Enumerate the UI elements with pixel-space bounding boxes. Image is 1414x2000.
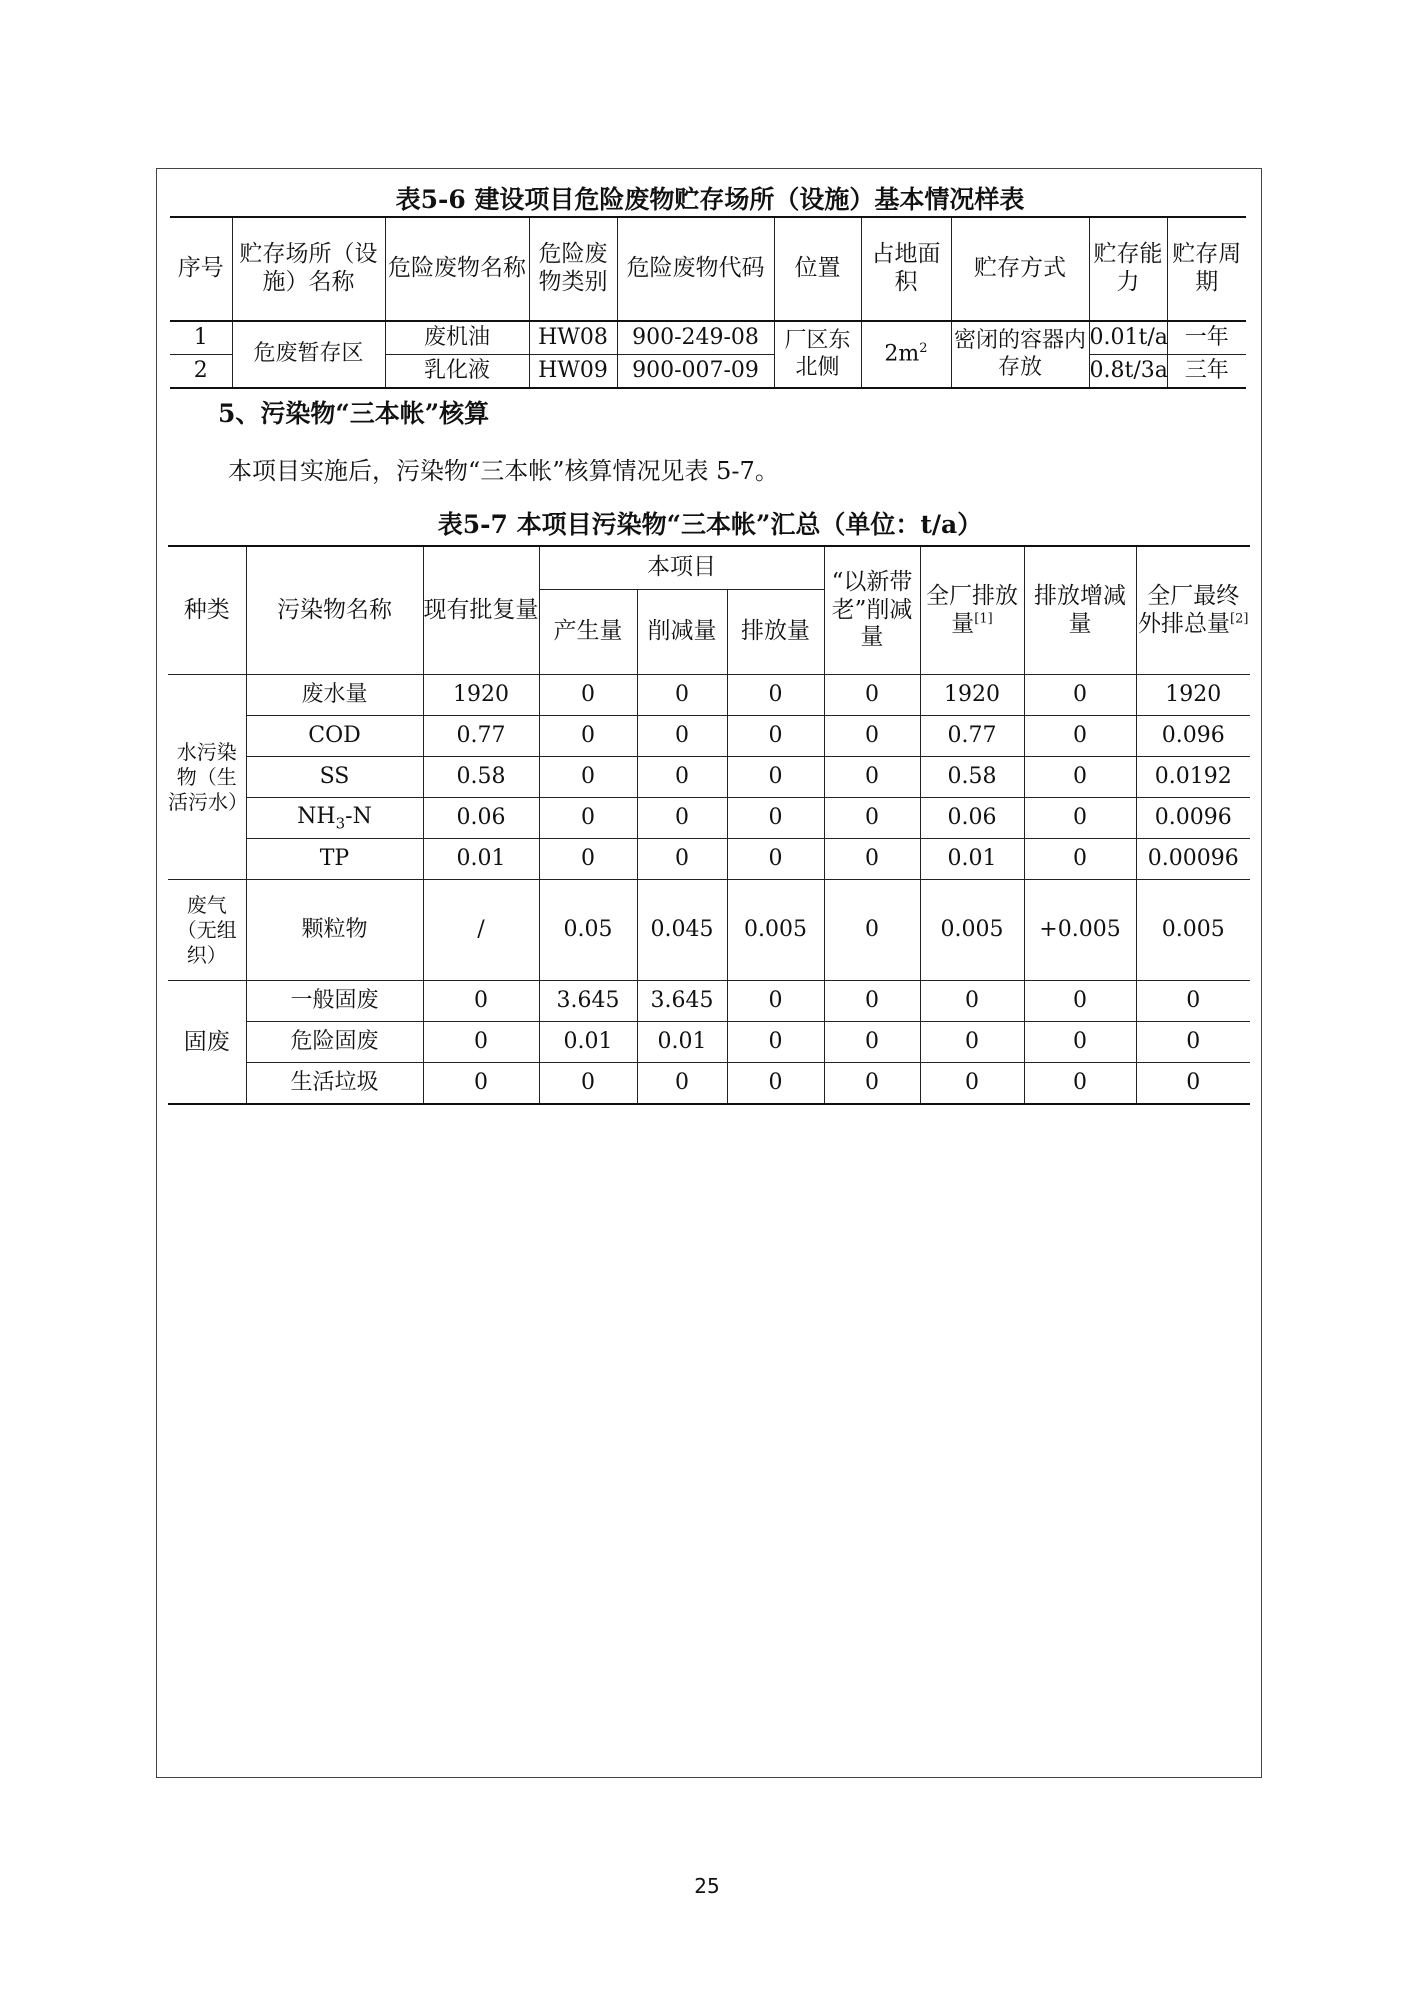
- value-cell: 0: [824, 675, 920, 716]
- header-emitted: 排放量: [727, 590, 824, 675]
- value-cell: 1920: [920, 675, 1024, 716]
- value-cell: 0: [539, 839, 637, 880]
- cell-capacity: 0.8t/3a: [1089, 355, 1167, 389]
- table-row: [168, 1063, 1250, 1105]
- cell-storage-site: 危废暂存区: [232, 321, 385, 388]
- value-cell: 3.645: [637, 981, 727, 1022]
- value-cell: 0.096: [1136, 716, 1250, 757]
- value-cell: 0: [1024, 716, 1136, 757]
- value-cell: 0.005: [727, 880, 824, 981]
- value-cell: 0: [727, 716, 824, 757]
- value-cell: 0: [1136, 981, 1250, 1022]
- value-cell: 0: [920, 981, 1024, 1022]
- value-cell: 0.06: [423, 798, 539, 839]
- header-period: 贮存周期: [1167, 217, 1246, 321]
- value-cell: 0: [727, 839, 824, 880]
- value-cell: 0: [727, 1063, 824, 1105]
- value-cell: 0: [727, 798, 824, 839]
- cell-period: 三年: [1167, 355, 1246, 389]
- value-cell: +0.005: [1024, 880, 1136, 981]
- value-cell: 0.58: [423, 757, 539, 798]
- header-project: 本项目: [539, 546, 824, 590]
- value-cell: 0.06: [920, 798, 1024, 839]
- header-plant-total: [920, 546, 1024, 675]
- final-total-label: 全厂最终外排总量: [1138, 582, 1240, 637]
- value-cell: 0.01: [539, 1022, 637, 1063]
- value-cell: 0: [824, 757, 920, 798]
- value-cell: 0: [1024, 1063, 1136, 1105]
- header-waste-category: 危险废物类别: [529, 217, 617, 321]
- plant-total-label: 全厂排放量: [926, 582, 1019, 637]
- value-cell: 0.01: [637, 1022, 727, 1063]
- value-cell: 0: [423, 981, 539, 1022]
- cell-period: 一年: [1167, 321, 1246, 355]
- value-cell: 0: [824, 981, 920, 1022]
- page-number: 25: [694, 1874, 720, 1898]
- plant-total-note: [1]: [974, 610, 993, 626]
- value-cell: 1920: [1136, 675, 1250, 716]
- area-value: 2m: [884, 341, 920, 367]
- value-cell: 0: [1024, 1022, 1136, 1063]
- value-cell: 0: [637, 839, 727, 880]
- table-row: [168, 716, 1250, 757]
- cell-serial: 2: [170, 355, 232, 389]
- cell-serial: 1: [170, 321, 232, 355]
- value-cell: 0: [1136, 1063, 1250, 1105]
- value-cell: 0.045: [637, 880, 727, 981]
- pollutant-name-cell: 生活垃圾: [246, 1063, 423, 1105]
- value-cell: 0: [1024, 757, 1136, 798]
- area-superscript: 2: [919, 341, 928, 357]
- header-produced: 产生量: [539, 590, 637, 675]
- table-row: [168, 675, 1250, 716]
- cell-waste-category: HW08: [529, 321, 617, 355]
- value-cell: 0: [727, 1022, 824, 1063]
- value-cell: 0: [1024, 839, 1136, 880]
- value-cell: 0: [1136, 1022, 1250, 1063]
- value-cell: 0.01: [920, 839, 1024, 880]
- category-cell: 水污染物（生活污水）: [168, 675, 246, 880]
- pollutant-name-cell: COD: [246, 716, 423, 757]
- table-row: [170, 321, 1246, 355]
- pollutant-name-cell: SS: [246, 757, 423, 798]
- value-cell: 0: [539, 798, 637, 839]
- value-cell: 0: [824, 839, 920, 880]
- table-row: [168, 880, 1250, 981]
- value-cell: 0.005: [920, 880, 1024, 981]
- header-old-for-new: “以新带老”削减量: [824, 546, 920, 675]
- header-area: 占地面积: [861, 217, 951, 321]
- header-existing: 现有批复量: [423, 546, 539, 675]
- value-cell: 0.77: [920, 716, 1024, 757]
- value-cell: 0: [637, 757, 727, 798]
- cell-location: 厂区东北侧: [774, 321, 861, 388]
- value-cell: 0: [637, 716, 727, 757]
- category-cell: 固废: [168, 981, 246, 1105]
- pollutant-name-cell: TP: [246, 839, 423, 880]
- value-cell: 0: [727, 757, 824, 798]
- pollutant-accounting-table: [168, 545, 1250, 1105]
- cell-waste-code: 900-249-08: [617, 321, 774, 355]
- value-cell: 0: [1024, 798, 1136, 839]
- pollutant-name-cell: [246, 798, 423, 839]
- value-cell: 0: [637, 1063, 727, 1105]
- formula-main: NH: [297, 803, 336, 829]
- table7-body: [168, 675, 1250, 1105]
- value-cell: /: [423, 880, 539, 981]
- value-cell: 0: [637, 675, 727, 716]
- header-storage-site: 贮存场所（设施）名称: [232, 217, 385, 321]
- value-cell: 3.645: [539, 981, 637, 1022]
- table6-header-row: [170, 217, 1246, 321]
- pollutant-name-cell: 废水量: [246, 675, 423, 716]
- header-type: 种类: [168, 546, 246, 675]
- cell-waste-category: HW09: [529, 355, 617, 389]
- value-cell: 0.0096: [1136, 798, 1250, 839]
- header-pollutant: 污染物名称: [246, 546, 423, 675]
- value-cell: 1920: [423, 675, 539, 716]
- value-cell: 0.0192: [1136, 757, 1250, 798]
- value-cell: 0: [920, 1022, 1024, 1063]
- value-cell: 0: [423, 1022, 539, 1063]
- value-cell: 0.00096: [1136, 839, 1250, 880]
- pollutant-name-cell: 危险固废: [246, 1022, 423, 1063]
- value-cell: 0: [637, 798, 727, 839]
- formula-tail: -N: [345, 803, 372, 829]
- final-total-note: [2]: [1230, 610, 1249, 626]
- cell-capacity: 0.01t/a: [1089, 321, 1167, 355]
- header-waste-code: 危险废物代码: [617, 217, 774, 321]
- value-cell: 0.01: [423, 839, 539, 880]
- pollutant-name-cell: 一般固废: [246, 981, 423, 1022]
- value-cell: 0: [824, 798, 920, 839]
- value-cell: 0: [727, 675, 824, 716]
- cell-waste-name: 废机油: [385, 321, 529, 355]
- value-cell: 0.58: [920, 757, 1024, 798]
- section-paragraph: 本项目实施后，污染物“三本帐”核算情况见表 5-7。: [228, 457, 779, 485]
- value-cell: 0: [727, 981, 824, 1022]
- table7-header-row-1: [168, 546, 1250, 590]
- header-serial: 序号: [170, 217, 232, 321]
- value-cell: 0.77: [423, 716, 539, 757]
- header-capacity: 贮存能力: [1089, 217, 1167, 321]
- category-cell: 废气（无组织）: [168, 880, 246, 981]
- table-row: [168, 798, 1250, 839]
- formula-subscript: 3: [335, 814, 346, 833]
- table6-caption: 表5-6 建设项目危险废物贮存场所（设施）基本情况样表: [395, 185, 1025, 214]
- value-cell: 0: [539, 1063, 637, 1105]
- header-reduced: 削减量: [637, 590, 727, 675]
- table-row: [168, 757, 1250, 798]
- value-cell: 0: [824, 1022, 920, 1063]
- value-cell: 0: [539, 757, 637, 798]
- value-cell: 0.05: [539, 880, 637, 981]
- cell-waste-code: 900-007-09: [617, 355, 774, 389]
- value-cell: 0: [1024, 675, 1136, 716]
- header-location: 位置: [774, 217, 861, 321]
- value-cell: 0: [1024, 981, 1136, 1022]
- value-cell: 0: [824, 1063, 920, 1105]
- header-storage-method: 贮存方式: [951, 217, 1089, 321]
- value-cell: 0: [920, 1063, 1024, 1105]
- cell-area: [861, 321, 951, 388]
- table-row: [168, 1022, 1250, 1063]
- value-cell: 0.005: [1136, 880, 1250, 981]
- table-row: [168, 839, 1250, 880]
- cell-waste-name: 乳化液: [385, 355, 529, 389]
- cell-storage-method: 密闭的容器内存放: [951, 321, 1089, 388]
- section-title: 5、污染物“三本帐”核算: [218, 399, 490, 428]
- header-waste-name: 危险废物名称: [385, 217, 529, 321]
- value-cell: 0: [824, 716, 920, 757]
- value-cell: 0: [423, 1063, 539, 1105]
- pollutant-name-cell: 颗粒物: [246, 880, 423, 981]
- header-increase: 排放增减量: [1024, 546, 1136, 675]
- table7-caption: 表5-7 本项目污染物“三本帐”汇总（单位：t/a）: [437, 510, 983, 539]
- table-row: [168, 981, 1250, 1022]
- hazardous-waste-storage-table: [170, 216, 1246, 389]
- value-cell: 0: [539, 716, 637, 757]
- value-cell: 0: [539, 675, 637, 716]
- value-cell: 0: [824, 880, 920, 981]
- header-final-total: [1136, 546, 1250, 675]
